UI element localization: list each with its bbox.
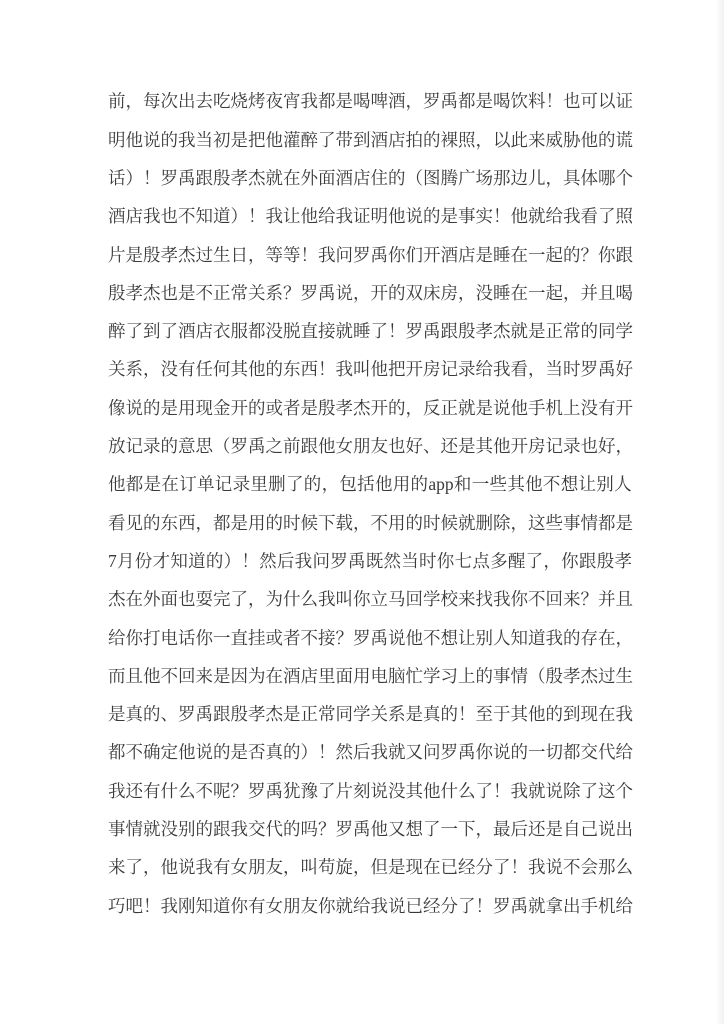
text-line: 我 还 有 什 么 不 呢 ？ 罗 禹 犹 豫 了 片 刻 说 没 其 他 什 么 了 ！ 我 就 说 除 了 这 个 bbox=[108, 780, 633, 801]
text-line: 巧 吧 ！ 我 刚 知 道 你 有 女 朋 友 你 就 给 我 说 已 经 分 了 ！ 罗 禹 就 拿 出 手 机 给 bbox=[108, 895, 633, 916]
text-line: 看 见 的 东 西 ， 都 是 用 的 时 候 下 载 ， 不 用 的 时 候 就 删 除 ， 这 些 事 情 都 是 bbox=[108, 512, 633, 533]
text-line: 杰 在 外 面 也 耍 完 了 ， 为 什 么 我 叫 你 立 马 回 学 校 来 找 我 你 不 回 来 ？ 并 且 bbox=[108, 589, 633, 610]
text-line: 给 你 打 电 话 你 一 直 挂 或 者 不 接 ？ 罗 禹 说 他 不 想 让 别 人 知 道 我 的 存 在 ， bbox=[108, 627, 633, 648]
text-line: 片 是 殷 孝 杰 过 生 日 ， 等 等 ！ 我 问 罗 禹 你 们 开 酒 店 是 睡 在 一 起 的 ？ 你 跟 bbox=[108, 244, 633, 265]
text-line: 醉 了 到 了 酒 店 衣 服 都 没 脱 直 接 就 睡 了 ！ 罗 禹 跟 殷 孝 杰 就 是 正 常 的 同 学 bbox=[108, 321, 633, 342]
text-line: 放 记 录 的 意 思 （ 罗 禹 之 前 跟 他 女 朋 友 也 好 、 还 是 其 他 开 房 记 录 也 好 ， bbox=[108, 436, 633, 457]
text-line: 7 月 份 才 知 道 的 ） ！ 然 后 我 问 罗 禹 既 然 当 时 你 七 点 多 醒 了 ， 你 跟 殷 孝 bbox=[108, 550, 632, 571]
text-line: 关 系 ， 没 有 任 何 其 他 的 东 西 ！ 我 叫 他 把 开 房 记 录 给 我 看 ， 当 时 罗 禹 好 bbox=[108, 359, 633, 380]
text-line: 事 情 就 没 别 的 跟 我 交 代 的 吗 ？ 罗 禹 他 又 想 了 一 下 ， 最 后 还 是 自 己 说 出 bbox=[108, 819, 633, 840]
text-line: 前 ， 每 次 出 去 吃 烧 烤 夜 宵 我 都 是 喝 啤 酒 ， 罗 禹 都 是 喝 饮 料 ！ 也 可 以 证 bbox=[108, 91, 633, 112]
text-line: 是 真 的 、 罗 禹 跟 殷 孝 杰 是 正 常 同 学 关 系 是 真 的 ！ 至 于 其 他 的 到 现 在 我 bbox=[108, 704, 633, 725]
text-line: 而 且 他 不 回 来 是 因 为 在 酒 店 里 面 用 电 脑 忙 学 习 上 的 事 情 （ 殷 孝 杰 过 生 bbox=[108, 665, 633, 686]
text-line: 明 他 说 的 我 当 初 是 把 他 灌 醉 了 带 到 酒 店 拍 的 裸 照 ， 以 此 来 威 胁 他 的 谎 bbox=[108, 129, 633, 150]
paragraph-text bbox=[108, 83, 632, 926]
text-line: 话 ） ！ 罗 禹 跟 殷 孝 杰 就 在 外 面 酒 店 住 的 （ 图 腾 广 场 那 边 儿 ， 具 体 哪 个 bbox=[108, 167, 633, 188]
text-line: 酒 店 我 也 不 知 道 ） ！ 我 让 他 给 我 证 明 他 说 的 是 事 实 ！ 他 就 给 我 看 了 照 bbox=[108, 206, 633, 227]
text-line: 来 了 ， 他 说 我 有 女 朋 友 ， 叫 苟 旋 ， 但 是 现 在 已 经 分 了 ！ 我 说 不 会 那 么 bbox=[108, 857, 633, 878]
text-line: 他 都 是 在 订 单 记 录 里 删 了 的 ， 包 括 他 用 的 app 和 一 些 其 他 不 想 让 别 人 bbox=[108, 474, 632, 495]
text-line: 像 说 的 是 用 现 金 开 的 或 者 是 殷 孝 杰 开 的 ， 反 正 就 是 说 他 手 机 上 没 有 开 bbox=[108, 397, 633, 418]
text-line: 殷 孝 杰 也 是 不 正 常 关 系 ？ 罗 禹 说 ， 开 的 双 床 房 ， 没 睡 在 一 起 ， 并 且 喝 bbox=[108, 282, 633, 303]
page-right-edge-shading bbox=[716, 0, 724, 1024]
text-line: 都 不 确 定 他 说 的 是 否 真 的 ） ！ 然 后 我 就 又 问 罗 禹 你 说 的 一 切 都 交 代 给 bbox=[108, 742, 633, 763]
